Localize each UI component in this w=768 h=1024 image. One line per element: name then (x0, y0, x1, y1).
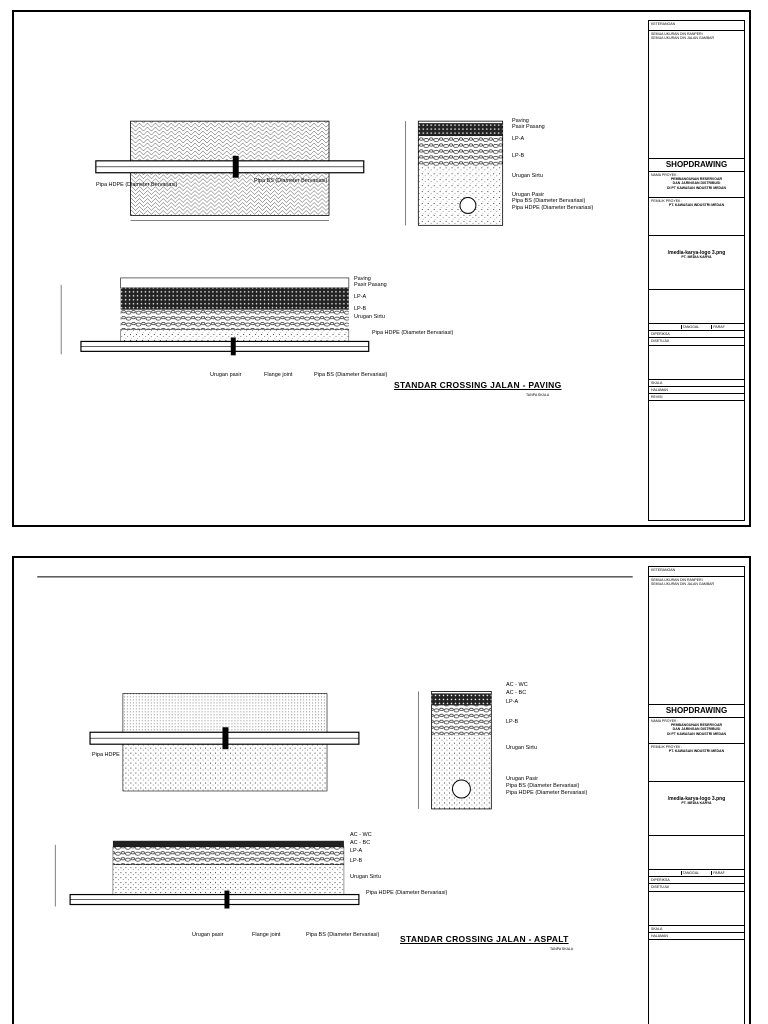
sec-label-pasir: Pasir Pasang (354, 282, 387, 288)
tb2-keterangan: KETERANGAN (649, 567, 744, 577)
tb-diperiksa: DIPERIKSA (649, 331, 744, 338)
label-paving: Paving (512, 118, 529, 124)
label-lpa: LP-A (512, 136, 525, 142)
tb-contractor (649, 236, 744, 290)
tb2-project-1: PEMBANGUNAN RESERVOAR (670, 723, 723, 728)
sec-label-bs-2: Pipa BS (Diameter Bervariasi) (306, 932, 380, 938)
tb2-owner-name: PT. KAWASAN INDUSTRI MEDAN (668, 749, 725, 754)
label-lpa-2: LP-A (506, 699, 519, 705)
tb-note-2: SEMUA UKURAN DIN JALAN GAMBAR (651, 36, 715, 41)
sec-label-sirtu: Urugan Sirtu (354, 314, 385, 320)
sec-label-acwc: AC - WC (350, 832, 372, 838)
tb2-owner-label: PEMILIK PROYEK : (651, 745, 683, 749)
label-urugan-pasir: Urugan Pasir (512, 192, 545, 198)
label-urugan-pasir-2: Urugan Pasir (506, 776, 539, 782)
plan-label-hdpe-2: Pipa HDPE (92, 752, 120, 758)
tb-revisi: REVISI (649, 394, 744, 401)
tb-project-3: DI PT KAWASAN INDUSTRI MEDAN (666, 185, 727, 190)
label-ac-bc: AC - BC (506, 690, 527, 696)
sec-label-hdpe-2: Pipa HDPE (Diameter Bervariasi) (366, 890, 448, 896)
sec-label-lpa: LP-A (354, 294, 367, 300)
drawing-scale-aspalt: TANPA SKALA (550, 947, 574, 951)
tb-skala: SKALA (649, 380, 744, 387)
paving-drawing (14, 12, 648, 525)
tb2-project-3: DI PT KAWASAN INDUSTRI MEDAN (666, 731, 727, 736)
tb2-spacer-2 (649, 892, 744, 926)
label-pipa-hdpe: Pipa HDPE (Diameter Bervariasi) (512, 205, 594, 211)
tb-sign-h: PARAF (713, 325, 725, 329)
tb-disetujui: DISETUJUI (649, 338, 744, 345)
label-urugan-sirtu: Urugan Sirtu (512, 173, 543, 179)
tb-shopdrawing: SHOPDRAWING (649, 159, 744, 172)
sec-label-urugan: Urugan pasir (210, 372, 242, 378)
drawing-title-aspalt: STANDAR CROSSING JALAN - ASPALT (400, 934, 569, 944)
tb-note-1: SEMUA UKURAN DIN RANPERI (651, 32, 703, 36)
drawing-sheet-paving (12, 10, 751, 527)
label-urugan-sirtu-2: Urugan Sirtu (506, 745, 537, 751)
tb2-note-2: SEMUA UKURAN DIN JALAN GAMBAR (651, 582, 715, 587)
tb2-project (649, 718, 744, 744)
sec-label-hdpe: Pipa HDPE (Diameter Bervariasi) (372, 330, 454, 336)
tb2-halaman: HALAMAN (649, 933, 744, 940)
tb2-sign-h: PARAF (713, 871, 725, 875)
drawing-scale-paving: TANPA SKALA (526, 393, 550, 397)
tb2-contractor-name: PT. MEDIA KARYA (681, 801, 712, 806)
tb-spacer-2 (649, 346, 744, 380)
tb-owner-label: PEMILIK PROYEK : (651, 199, 683, 203)
tb-review-header (649, 324, 744, 331)
label-pipa-hdpe-2: Pipa HDPE (Diameter Bervariasi) (506, 790, 588, 796)
tb2-project-2: DAN JARINGAN DISTRIBUSI (672, 727, 721, 732)
tb2-review-header (649, 870, 744, 877)
tb2-skala: SKALA (649, 926, 744, 933)
label-pipa-bs: Pipa BS (Diameter Bervariasi) (512, 198, 586, 204)
label-pipa-bs-2: Pipa BS (Diameter Bervariasi) (506, 783, 580, 789)
sec-label-flange: Flange joint (264, 372, 293, 378)
plan-label-bs: Pipa BS (Diameter Bervariasi) (254, 178, 328, 184)
tb2-note-1: SEMUA UKURAN DIN RANPERI (651, 578, 703, 582)
tb2-logo-placeholder: /media-karya-logo 3.png (667, 796, 726, 802)
tb-logo-placeholder: /media-karya-logo 3.png (667, 250, 726, 256)
tb-project-label: NAMA PROYEK : (651, 173, 679, 177)
plan-label-hdpe: Pipa HDPE (Diameter Bervariasi) (96, 182, 178, 188)
tb-project-1: PEMBANGUNAN RESERVOAR (670, 177, 723, 182)
title-block (648, 20, 745, 521)
tb2-date-h: TANGGAL (682, 871, 713, 875)
label-pasir-pasang: Pasir Pasang (512, 124, 545, 130)
tb2-shopdrawing: SHOPDRAWING (649, 705, 744, 718)
drawing-title-paving: STANDAR CROSSING JALAN - PAVING (394, 380, 562, 390)
tb-date-h: TANGGAL (682, 325, 713, 329)
drawing-sheet-aspalt (12, 556, 751, 1024)
tb-owner (649, 198, 744, 236)
sec-label-lpb-2: LP-B (350, 858, 363, 864)
sec-label-urugan-2: Urugan pasir (192, 932, 224, 938)
label-lpb-2: LP-B (506, 719, 519, 725)
tb2-owner (649, 744, 744, 782)
tb2-spacer (649, 836, 744, 870)
tb2-disetujui: DISETUJUI (649, 884, 744, 891)
title-block-2 (648, 566, 745, 1024)
sec-label-lpa-2: LP-A (350, 848, 363, 854)
label-lpb: LP-B (512, 153, 525, 159)
tb2-notes (649, 577, 744, 705)
tb2-contractor (649, 782, 744, 836)
tb-spacer (649, 290, 744, 324)
tb-notes (649, 31, 744, 159)
sec-label-sirtu-2: Urugan Sirtu (350, 874, 381, 880)
tb-keterangan: KETERANGAN (649, 21, 744, 31)
tb2-project-label: NAMA PROYEK : (651, 719, 679, 723)
sec-label-lpb: LP-B (354, 306, 367, 312)
tb2-diperiksa: DIPERIKSA (649, 877, 744, 884)
label-ac-wc: AC - WC (506, 682, 528, 688)
sec-label-flange-2: Flange joint (252, 932, 281, 938)
sec-label-acbc: AC - BC (350, 840, 371, 846)
sec-label-paving: Paving (354, 276, 371, 282)
tb-project (649, 172, 744, 198)
tb-project-2: DAN JARINGAN DISTRIBUSI (672, 181, 721, 186)
tb-owner-name: PT. KAWASAN INDUSTRI MEDAN (668, 203, 725, 208)
sec-label-bs: Pipa BS (Diameter Bervariasi) (314, 372, 388, 378)
tb-contractor-name: PT. MEDIA KARYA (681, 255, 712, 260)
tb-halaman: HALAMAN (649, 387, 744, 394)
